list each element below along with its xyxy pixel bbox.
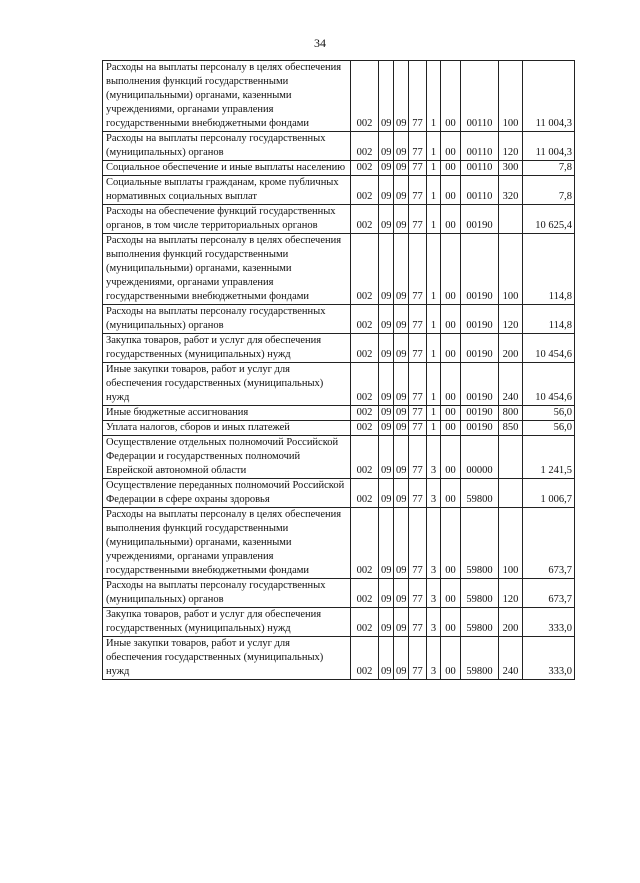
row-name-cell: Социальное обеспечение и иные выплаты населению	[103, 161, 351, 176]
subsection-code-cell: 09	[394, 637, 409, 680]
direction-code-cell: 00110	[461, 161, 499, 176]
table-row	[103, 508, 575, 579]
table-row	[103, 479, 575, 508]
direction-code-cell: 00110	[461, 132, 499, 161]
row-name-cell: Расходы на выплаты персоналу государственных (муниципальных) органов	[103, 305, 351, 334]
section-code-cell: 09	[379, 637, 394, 680]
expense-type-cell	[499, 436, 523, 479]
program-code-cell: 77	[409, 234, 427, 305]
row-name-cell: Осуществление отдельных полномочий Российской Федерации и государственных полномочий Еврейской автономной области	[103, 436, 351, 479]
subsection-code-cell: 09	[394, 61, 409, 132]
subprogram-code-cell: 1	[427, 334, 441, 363]
subprogram-code-cell: 3	[427, 579, 441, 608]
expense-type-cell: 120	[499, 579, 523, 608]
subprogram-code-cell: 1	[427, 421, 441, 436]
expense-type-cell: 120	[499, 305, 523, 334]
ved-code-cell: 002	[351, 176, 379, 205]
subprogram-code-cell: 1	[427, 205, 441, 234]
program-code-cell: 77	[409, 637, 427, 680]
amount-cell: 333,0	[523, 637, 575, 680]
expense-type-cell: 200	[499, 608, 523, 637]
row-name-cell: Расходы на выплаты персоналу в целях обеспечения выполнения функций государственными (муниципальными) органами, казенными учреждениями, органами управления государственными внебюджетными фондами	[103, 61, 351, 132]
main-event-code-cell: 00	[441, 436, 461, 479]
section-code-cell: 09	[379, 234, 394, 305]
subsection-code-cell: 09	[394, 479, 409, 508]
expense-type-cell: 120	[499, 132, 523, 161]
program-code-cell: 77	[409, 205, 427, 234]
row-name-cell: Иные закупки товаров, работ и услуг для обеспечения государственных (муниципальных) нужд	[103, 363, 351, 406]
program-code-cell: 77	[409, 176, 427, 205]
section-code-cell: 09	[379, 132, 394, 161]
table-row	[103, 305, 575, 334]
direction-code-cell: 59800	[461, 579, 499, 608]
subprogram-code-cell: 1	[427, 132, 441, 161]
program-code-cell: 77	[409, 61, 427, 132]
row-name-cell: Иные бюджетные ассигнования	[103, 406, 351, 421]
row-name-cell: Уплата налогов, сборов и иных платежей	[103, 421, 351, 436]
section-code-cell: 09	[379, 406, 394, 421]
expense-type-cell: 320	[499, 176, 523, 205]
direction-code-cell: 00000	[461, 436, 499, 479]
section-code-cell: 09	[379, 61, 394, 132]
main-event-code-cell: 00	[441, 363, 461, 406]
subprogram-code-cell: 1	[427, 61, 441, 132]
section-code-cell: 09	[379, 421, 394, 436]
ved-code-cell: 002	[351, 305, 379, 334]
expense-type-cell: 100	[499, 508, 523, 579]
ved-code-cell: 002	[351, 132, 379, 161]
expense-type-cell	[499, 479, 523, 508]
direction-code-cell: 00190	[461, 406, 499, 421]
page-number: 34	[314, 36, 326, 50]
main-event-code-cell: 00	[441, 334, 461, 363]
main-event-code-cell: 00	[441, 234, 461, 305]
table-row	[103, 363, 575, 406]
ved-code-cell: 002	[351, 363, 379, 406]
program-code-cell: 77	[409, 334, 427, 363]
ved-code-cell: 002	[351, 161, 379, 176]
direction-code-cell: 00190	[461, 421, 499, 436]
section-code-cell: 09	[379, 176, 394, 205]
section-code-cell: 09	[379, 608, 394, 637]
program-code-cell: 77	[409, 406, 427, 421]
table-row	[103, 334, 575, 363]
direction-code-cell: 00190	[461, 363, 499, 406]
ved-code-cell: 002	[351, 608, 379, 637]
table-row	[103, 132, 575, 161]
row-name-cell: Расходы на обеспечение функций государственных органов, в том числе территориальных органов	[103, 205, 351, 234]
table-row	[103, 205, 575, 234]
ved-code-cell: 002	[351, 421, 379, 436]
main-event-code-cell: 00	[441, 61, 461, 132]
budget-table	[102, 60, 575, 680]
amount-cell: 673,7	[523, 508, 575, 579]
expense-type-cell: 240	[499, 637, 523, 680]
subprogram-code-cell: 3	[427, 436, 441, 479]
subsection-code-cell: 09	[394, 406, 409, 421]
ved-code-cell: 002	[351, 637, 379, 680]
subprogram-code-cell: 3	[427, 608, 441, 637]
section-code-cell: 09	[379, 205, 394, 234]
program-code-cell: 77	[409, 579, 427, 608]
expense-type-cell: 100	[499, 234, 523, 305]
section-code-cell: 09	[379, 363, 394, 406]
main-event-code-cell: 00	[441, 406, 461, 421]
subprogram-code-cell: 1	[427, 234, 441, 305]
program-code-cell: 77	[409, 161, 427, 176]
row-name-cell: Расходы на выплаты персоналу государственных (муниципальных) органов	[103, 579, 351, 608]
direction-code-cell: 00110	[461, 176, 499, 205]
subsection-code-cell: 09	[394, 608, 409, 637]
direction-code-cell: 00110	[461, 61, 499, 132]
subsection-code-cell: 09	[394, 305, 409, 334]
amount-cell: 7,8	[523, 161, 575, 176]
subsection-code-cell: 09	[394, 508, 409, 579]
row-name-cell: Закупка товаров, работ и услуг для обеспечения государственных (муниципальных) нужд	[103, 334, 351, 363]
table-row	[103, 579, 575, 608]
ved-code-cell: 002	[351, 579, 379, 608]
subsection-code-cell: 09	[394, 161, 409, 176]
main-event-code-cell: 00	[441, 479, 461, 508]
row-name-cell: Расходы на выплаты персоналу государственных (муниципальных) органов	[103, 132, 351, 161]
main-event-code-cell: 00	[441, 161, 461, 176]
row-name-cell: Осуществление переданных полномочий Российской Федерации в сфере охраны здоровья	[103, 479, 351, 508]
program-code-cell: 77	[409, 608, 427, 637]
amount-cell: 114,8	[523, 305, 575, 334]
main-event-code-cell: 00	[441, 508, 461, 579]
expense-type-cell: 800	[499, 406, 523, 421]
section-code-cell: 09	[379, 334, 394, 363]
direction-code-cell: 00190	[461, 305, 499, 334]
amount-cell: 11 004,3	[523, 61, 575, 132]
expense-type-cell: 100	[499, 61, 523, 132]
direction-code-cell: 59800	[461, 479, 499, 508]
subprogram-code-cell: 3	[427, 637, 441, 680]
subsection-code-cell: 09	[394, 363, 409, 406]
ved-code-cell: 002	[351, 508, 379, 579]
amount-cell: 1 241,5	[523, 436, 575, 479]
amount-cell: 673,7	[523, 579, 575, 608]
subprogram-code-cell: 1	[427, 305, 441, 334]
row-name-cell: Социальные выплаты гражданам, кроме публичных нормативных социальных выплат	[103, 176, 351, 205]
subprogram-code-cell: 1	[427, 161, 441, 176]
direction-code-cell: 00190	[461, 205, 499, 234]
program-code-cell: 77	[409, 436, 427, 479]
program-code-cell: 77	[409, 421, 427, 436]
direction-code-cell: 59800	[461, 608, 499, 637]
subsection-code-cell: 09	[394, 421, 409, 436]
row-name-cell: Иные закупки товаров, работ и услуг для обеспечения государственных (муниципальных) нужд	[103, 637, 351, 680]
section-code-cell: 09	[379, 161, 394, 176]
ved-code-cell: 002	[351, 61, 379, 132]
expense-type-cell: 300	[499, 161, 523, 176]
subprogram-code-cell: 3	[427, 508, 441, 579]
amount-cell: 56,0	[523, 406, 575, 421]
amount-cell: 1 006,7	[523, 479, 575, 508]
direction-code-cell: 00190	[461, 234, 499, 305]
subsection-code-cell: 09	[394, 234, 409, 305]
amount-cell: 10 625,4	[523, 205, 575, 234]
expense-type-cell: 240	[499, 363, 523, 406]
amount-cell: 56,0	[523, 421, 575, 436]
main-event-code-cell: 00	[441, 305, 461, 334]
subsection-code-cell: 09	[394, 436, 409, 479]
row-name-cell: Расходы на выплаты персоналу в целях обеспечения выполнения функций государственными (муниципальными) органами, казенными учреждениями, органами управления государственными внебюджетными фондами	[103, 234, 351, 305]
table-row	[103, 608, 575, 637]
subprogram-code-cell: 3	[427, 479, 441, 508]
amount-cell: 11 004,3	[523, 132, 575, 161]
subsection-code-cell: 09	[394, 334, 409, 363]
expense-type-cell: 850	[499, 421, 523, 436]
subprogram-code-cell: 1	[427, 176, 441, 205]
subsection-code-cell: 09	[394, 205, 409, 234]
amount-cell: 10 454,6	[523, 363, 575, 406]
amount-cell: 10 454,6	[523, 334, 575, 363]
section-code-cell: 09	[379, 436, 394, 479]
section-code-cell: 09	[379, 479, 394, 508]
row-name-cell: Закупка товаров, работ и услуг для обеспечения государственных (муниципальных) нужд	[103, 608, 351, 637]
table-row	[103, 176, 575, 205]
main-event-code-cell: 00	[441, 205, 461, 234]
ved-code-cell: 002	[351, 205, 379, 234]
main-event-code-cell: 00	[441, 637, 461, 680]
program-code-cell: 77	[409, 305, 427, 334]
direction-code-cell: 59800	[461, 508, 499, 579]
amount-cell: 7,8	[523, 176, 575, 205]
program-code-cell: 77	[409, 132, 427, 161]
ved-code-cell: 002	[351, 334, 379, 363]
ved-code-cell: 002	[351, 234, 379, 305]
amount-cell: 114,8	[523, 234, 575, 305]
subprogram-code-cell: 1	[427, 363, 441, 406]
subsection-code-cell: 09	[394, 176, 409, 205]
main-event-code-cell: 00	[441, 132, 461, 161]
ved-code-cell: 002	[351, 479, 379, 508]
direction-code-cell: 59800	[461, 637, 499, 680]
program-code-cell: 77	[409, 479, 427, 508]
table-row	[103, 234, 575, 305]
row-name-cell: Расходы на выплаты персоналу в целях обеспечения выполнения функций государственными (муниципальными) органами, казенными учреждениями, органами управления государственными внебюджетными фондами	[103, 508, 351, 579]
main-event-code-cell: 00	[441, 579, 461, 608]
table-row	[103, 406, 575, 421]
table-row	[103, 421, 575, 436]
expense-type-cell: 200	[499, 334, 523, 363]
ved-code-cell: 002	[351, 406, 379, 421]
table-row	[103, 161, 575, 176]
amount-cell: 333,0	[523, 608, 575, 637]
direction-code-cell: 00190	[461, 334, 499, 363]
subprogram-code-cell: 1	[427, 406, 441, 421]
section-code-cell: 09	[379, 305, 394, 334]
table-row	[103, 637, 575, 680]
subsection-code-cell: 09	[394, 579, 409, 608]
main-event-code-cell: 00	[441, 608, 461, 637]
program-code-cell: 77	[409, 363, 427, 406]
expense-type-cell	[499, 205, 523, 234]
main-event-code-cell: 00	[441, 176, 461, 205]
program-code-cell: 77	[409, 508, 427, 579]
section-code-cell: 09	[379, 579, 394, 608]
table-row	[103, 61, 575, 132]
main-event-code-cell: 00	[441, 421, 461, 436]
section-code-cell: 09	[379, 508, 394, 579]
table-row	[103, 436, 575, 479]
subsection-code-cell: 09	[394, 132, 409, 161]
ved-code-cell: 002	[351, 436, 379, 479]
